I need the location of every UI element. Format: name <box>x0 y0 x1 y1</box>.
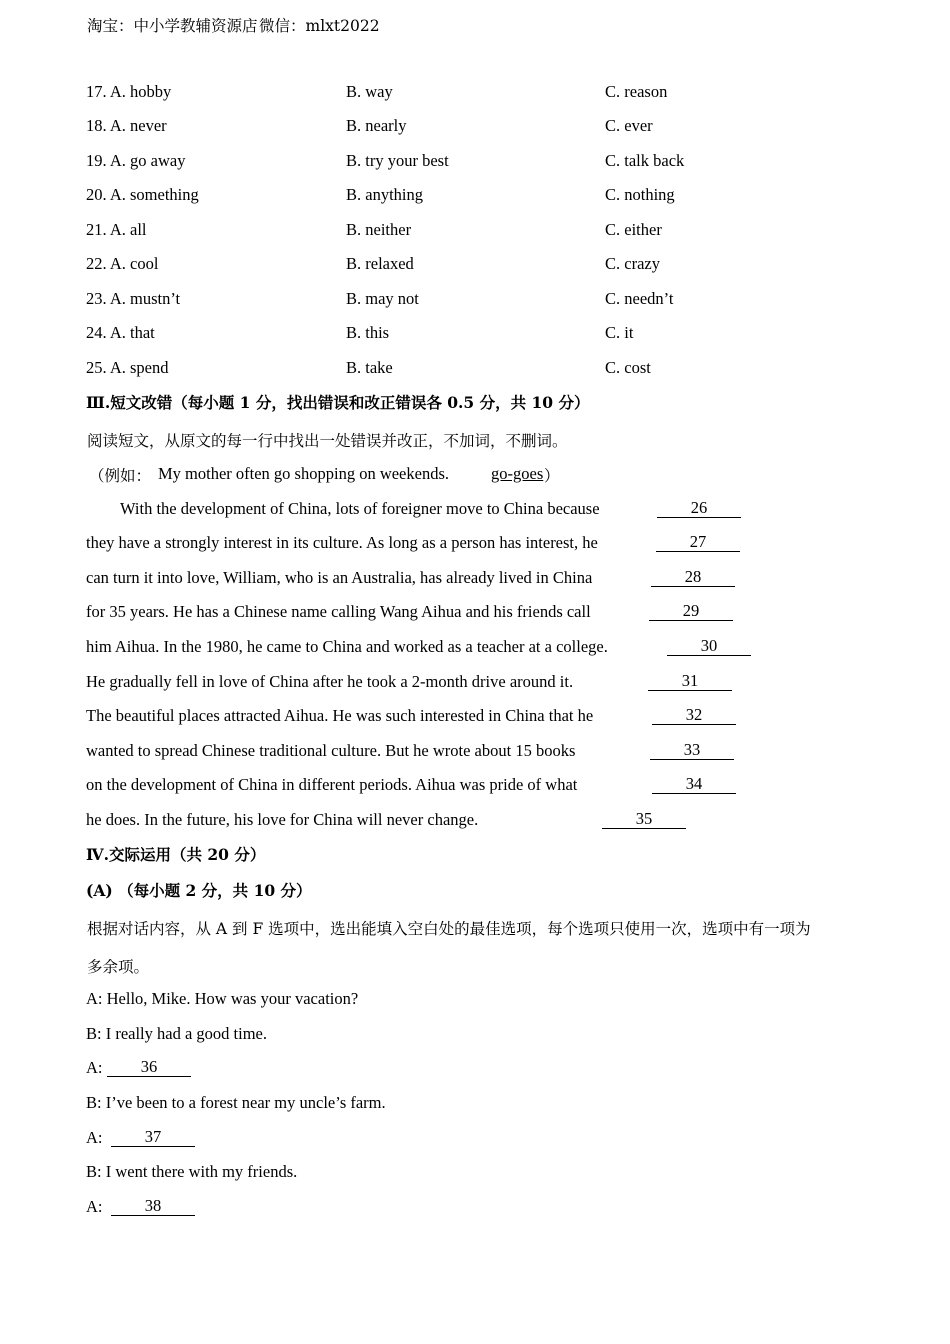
choice-b: B. take <box>346 358 393 377</box>
choice-a: 17. A. hobby <box>86 82 172 101</box>
choice-b: B. may not <box>346 289 419 308</box>
choice-c: C. cost <box>605 358 651 377</box>
dialogue-line: A: Hello, Mike. How was your vacation? <box>86 989 359 1008</box>
header-wechat-text: 微信：mlxt2022 <box>259 17 380 35</box>
answer-blank[interactable]: 35 <box>602 809 686 829</box>
answer-blank[interactable]: 32 <box>652 705 736 725</box>
dialogue-line: B: I’ve been to a forest near my uncle’s farm. <box>86 1093 386 1112</box>
dialogue-blank[interactable]: 36 <box>107 1057 191 1077</box>
answer-blank[interactable]: 33 <box>650 740 734 760</box>
choice-b: B. relaxed <box>346 254 414 273</box>
answer-blank[interactable]: 26 <box>657 498 741 518</box>
choice-c: C. either <box>605 220 662 239</box>
section4-title: Ⅳ.交际运用（共 20 分） <box>86 845 266 864</box>
section4-instruction-line2: 多余项。 <box>87 958 150 976</box>
choice-c: C. nothing <box>605 185 675 204</box>
choice-a: 25. A. spend <box>86 358 169 377</box>
example-sentence: My mother often go shopping on weekends. <box>158 464 449 483</box>
choice-b: B. try your best <box>346 151 449 170</box>
example-prefix: （例如： <box>89 467 152 485</box>
answer-blank[interactable]: 27 <box>656 532 740 552</box>
dialogue-blank[interactable]: 38 <box>111 1196 195 1216</box>
choice-a: 18. A. never <box>86 116 167 135</box>
passage-line: can turn it into love, William, who is an Australia, has already lived in China <box>86 568 593 587</box>
answer-blank[interactable]: 29 <box>649 601 733 621</box>
dialogue-speaker: A: <box>86 1197 103 1216</box>
choice-c: C. needn’t <box>605 289 674 308</box>
answer-blank[interactable]: 28 <box>651 567 735 587</box>
section4-instruction-line1: 根据对话内容，从 A 到 F 选项中，选出能填入空白处的最佳选项，每个选项只使用一次，选项中有一项为 <box>87 920 811 938</box>
header-wechat <box>259 14 380 36</box>
passage-line: for 35 years. He has a Chinese name calling Wang Aihua and his friends call <box>86 602 591 621</box>
passage-line: He gradually fell in love of China after he took a 2-month drive around it. <box>86 672 574 691</box>
choice-a: 21. A. all <box>86 220 147 239</box>
dialogue-speaker: A: <box>86 1058 103 1077</box>
choice-b: B. anything <box>346 185 423 204</box>
dialogue-line: B: I went there with my friends. <box>86 1162 298 1181</box>
choice-c: C. crazy <box>605 254 660 273</box>
section4-subtitle: (A) （每小题 2 分，共 10 分） <box>86 881 312 900</box>
answer-blank[interactable]: 31 <box>648 671 732 691</box>
answer-blank[interactable]: 30 <box>667 636 751 656</box>
passage-line: With the development of China, lots of foreigner move to China because <box>120 499 600 518</box>
passage-line: The beautiful places attracted Aihua. He was such interested in China that he <box>86 706 594 725</box>
choice-c: C. it <box>605 323 634 342</box>
choice-c: C. reason <box>605 82 668 101</box>
header-shop: 淘宝：中小学教辅资源店 <box>87 17 258 35</box>
choice-a: 22. A. cool <box>86 254 159 273</box>
choice-a: 19. A. go away <box>86 151 186 170</box>
choice-c: C. ever <box>605 116 653 135</box>
choice-b: B. way <box>346 82 393 101</box>
passage-line: him Aihua. In the 1980, he came to China and worked as a teacher at a college. <box>86 637 608 656</box>
example-answer: go-goes <box>491 464 544 483</box>
choice-b: B. neither <box>346 220 412 239</box>
section3-title: Ⅲ.短文改错（每小题 1 分，找出错误和改正错误各 0.5 分，共 10 分） <box>86 393 590 412</box>
choice-b: B. nearly <box>346 116 407 135</box>
dialogue-speaker: A: <box>86 1128 103 1147</box>
dialogue-line: B: I really had a good time. <box>86 1024 267 1043</box>
passage-line: on the development of China in different periods. Aihua was pride of what <box>86 775 578 794</box>
passage-line: wanted to spread Chinese traditional culture. But he wrote about 15 books <box>86 741 576 760</box>
example-close: ） <box>544 467 560 485</box>
choice-c: C. talk back <box>605 151 685 170</box>
dialogue-blank[interactable]: 37 <box>111 1127 195 1147</box>
choice-a: 20. A. something <box>86 185 199 204</box>
section3-instruction: 阅读短文，从原文的每一行中找出一处错误并改正，不加词，不删词。 <box>87 432 568 450</box>
choice-b: B. this <box>346 323 390 342</box>
choice-a: 23. A. mustn’t <box>86 289 181 308</box>
passage-line: he does. In the future, his love for China will never change. <box>86 810 479 829</box>
answer-blank[interactable]: 34 <box>652 774 736 794</box>
passage-line: they have a strongly interest in its culture. As long as a person has interest, he <box>86 533 598 552</box>
choice-a: 24. A. that <box>86 323 155 342</box>
